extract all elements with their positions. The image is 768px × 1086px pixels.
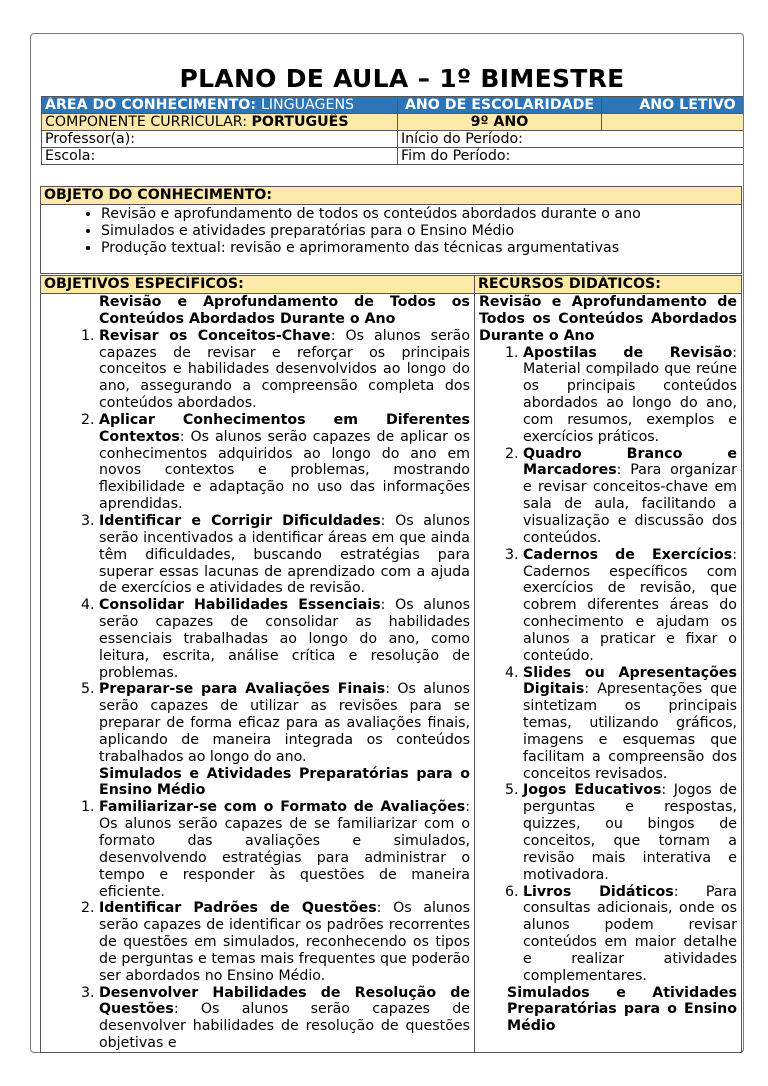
escola-label: Escola: xyxy=(42,148,398,165)
two-column-box xyxy=(40,275,742,1053)
ano-escolaridade-label: ANO DE ESCOLARIDADE xyxy=(398,97,602,114)
objetivos-heading: OBJETIVOS ESPECÍFICOS: xyxy=(41,276,474,294)
objetivos-list-1 xyxy=(41,328,470,766)
list-item: 2. Quadro Branco e Marcadores: Para organizar e revisar conceitos-chave em sala de aula, facilitando a visualização e discussão dos conteúdos. xyxy=(523,446,737,547)
objetivos-column xyxy=(41,276,475,1052)
recursos-heading: RECURSOS DIDÁTICOS: xyxy=(475,276,741,294)
page-title: PLANO DE AULA – 1º BIMESTRE xyxy=(179,64,625,93)
componente-value: PORTUGUÊS xyxy=(251,114,349,130)
componente-cell xyxy=(42,114,398,131)
recursos-section-2: Simulados e Atividades Preparatórias para o Ensino Médio xyxy=(507,984,737,1035)
list-item: 6. Livros Didáticos: Para consultas adicionais, onde os alunos podem revisar conteúdos em maior detalhe e realizar atividades complementares. xyxy=(523,884,737,985)
list-item: 4. Consolidar Habilidades Essenciais: Os alunos serão capazes de consolidar as habilidades essenciais trabalhadas ao longo do ano, como leitura, escrita, análise crítica e resolução de problemas. xyxy=(99,597,470,681)
objeto-heading: OBJETO DO CONHECIMENTO: xyxy=(41,187,741,205)
list-item: • Revisão e aprofundamento de todos os conteúdos abordados durante o ano xyxy=(101,206,741,223)
ano-value: 9º ANO xyxy=(398,114,602,131)
list-item: 3. Desenvolver Habilidades de Resolução de Questões: Os alunos serão capazes de desenvolver habilidades de resolução de questões objetivas e xyxy=(99,985,470,1052)
list-item: 5. Preparar-se para Avaliações Finais: Os alunos serão capazes de utilizar as revisões para se preparar de forma eficaz para as avaliações finais, aplicando de maneira integrada os conteúdos trabalhados ao longo do ano. xyxy=(99,681,470,765)
ano-letivo-label: ANO LETIVO xyxy=(602,97,745,114)
area-cell xyxy=(42,97,398,114)
recursos-section-1: Revisão e Aprofundamento de Todos os Conteúdos Abordados Durante o Ano xyxy=(479,294,737,344)
list-item: 2. Aplicar Conhecimentos em Diferentes Contextos: Os alunos serão capazes de aplicar os conhecimentos adquiridos ao longo do ano em novos contextos e problemas, mostrando flexibilidade e adaptação no uso das informações aprendidas. xyxy=(99,412,470,513)
list-item: • Produção textual: revisão e aprimoramento das técnicas argumentativas xyxy=(101,240,741,257)
list-item: 1. Apostilas de Revisão: Material compilado que reúne os principais conteúdos abordados ao longo do ano, com resumos, exemplos e exercícios práticos. xyxy=(523,345,737,446)
fim-label: Fim do Período: xyxy=(398,148,745,165)
objetivos-section-1: Revisão e Aprofundamento de Todos os Conteúdos Abordados Durante o Ano xyxy=(99,294,470,327)
list-item: 3. Identificar e Corrigir Dificuldades: Os alunos serão incentivados a identificar áreas em que ainda têm dificuldades, buscando estratégias para superar essas lacunas de aprendizado com a ajuda de exercícios e atividades de revisão. xyxy=(99,513,470,597)
area-label: ÁREA DO CONHECIMENTO: xyxy=(45,97,256,113)
list-item: 1. Revisar os Conceitos-Chave: Os alunos serão capazes de revisar e reforçar os principais conceitos e habilidades desenvolvidos ao longo do ano, assegurando a compreensão completa dos conteúdos abordados. xyxy=(99,328,470,412)
recursos-list-1 xyxy=(479,345,737,985)
recursos-column xyxy=(475,276,741,1052)
componente-label: COMPONENTE CURRICULAR: xyxy=(45,114,247,130)
list-item: 5. Jogos Educativos: Jogos de perguntas e respostas, quizzes, ou bingos de conceitos, que tornam a revisão mais interativa e motivadora. xyxy=(523,782,737,883)
list-item: 3. Cadernos de Exercícios: Cadernos específicos com exercícios de revisão, que cobrem diferentes áreas do conhecimento e ajudam os alunos a praticar e fixar o conteúdo. xyxy=(523,547,737,665)
header-table xyxy=(41,96,744,165)
objetivos-section-2: Simulados e Atividades Preparatórias para o Ensino Médio xyxy=(99,765,470,799)
list-item: • Simulados e atividades preparatórias para o Ensino Médio xyxy=(101,223,741,240)
list-item: 1. Familiarizar-se com o Formato de Avaliações: Os alunos serão capazes de se familiarizar com o formato das avaliações e simulados, desenvolvendo estratégias para administrar o tempo e responder às questões de maneira eficiente. xyxy=(99,799,470,900)
objeto-list xyxy=(41,205,741,257)
professor-label: Professor(a): xyxy=(42,131,398,148)
objetivos-list-2 xyxy=(41,799,470,1052)
inicio-label: Início do Período: xyxy=(398,131,745,148)
list-item: 4. Slides ou Apresentações Digitais: Apresentações que sintetizam os principais temas, utilizando gráficos, imagens e esquemas que facilitam a compreensão dos conceitos revisados. xyxy=(523,665,737,783)
list-item: 2. Identificar Padrões de Questões: Os alunos serão capazes de identificar os padrões recorrentes de questões em simulados, reconhecendo os tipos de perguntas e temas mais frequentes que poderão ser abordados no Ensino Médio. xyxy=(99,900,470,984)
objeto-conhecimento-box xyxy=(40,186,742,274)
area-value: LINGUAGENS xyxy=(260,97,355,113)
ano-letivo-value xyxy=(602,114,745,131)
